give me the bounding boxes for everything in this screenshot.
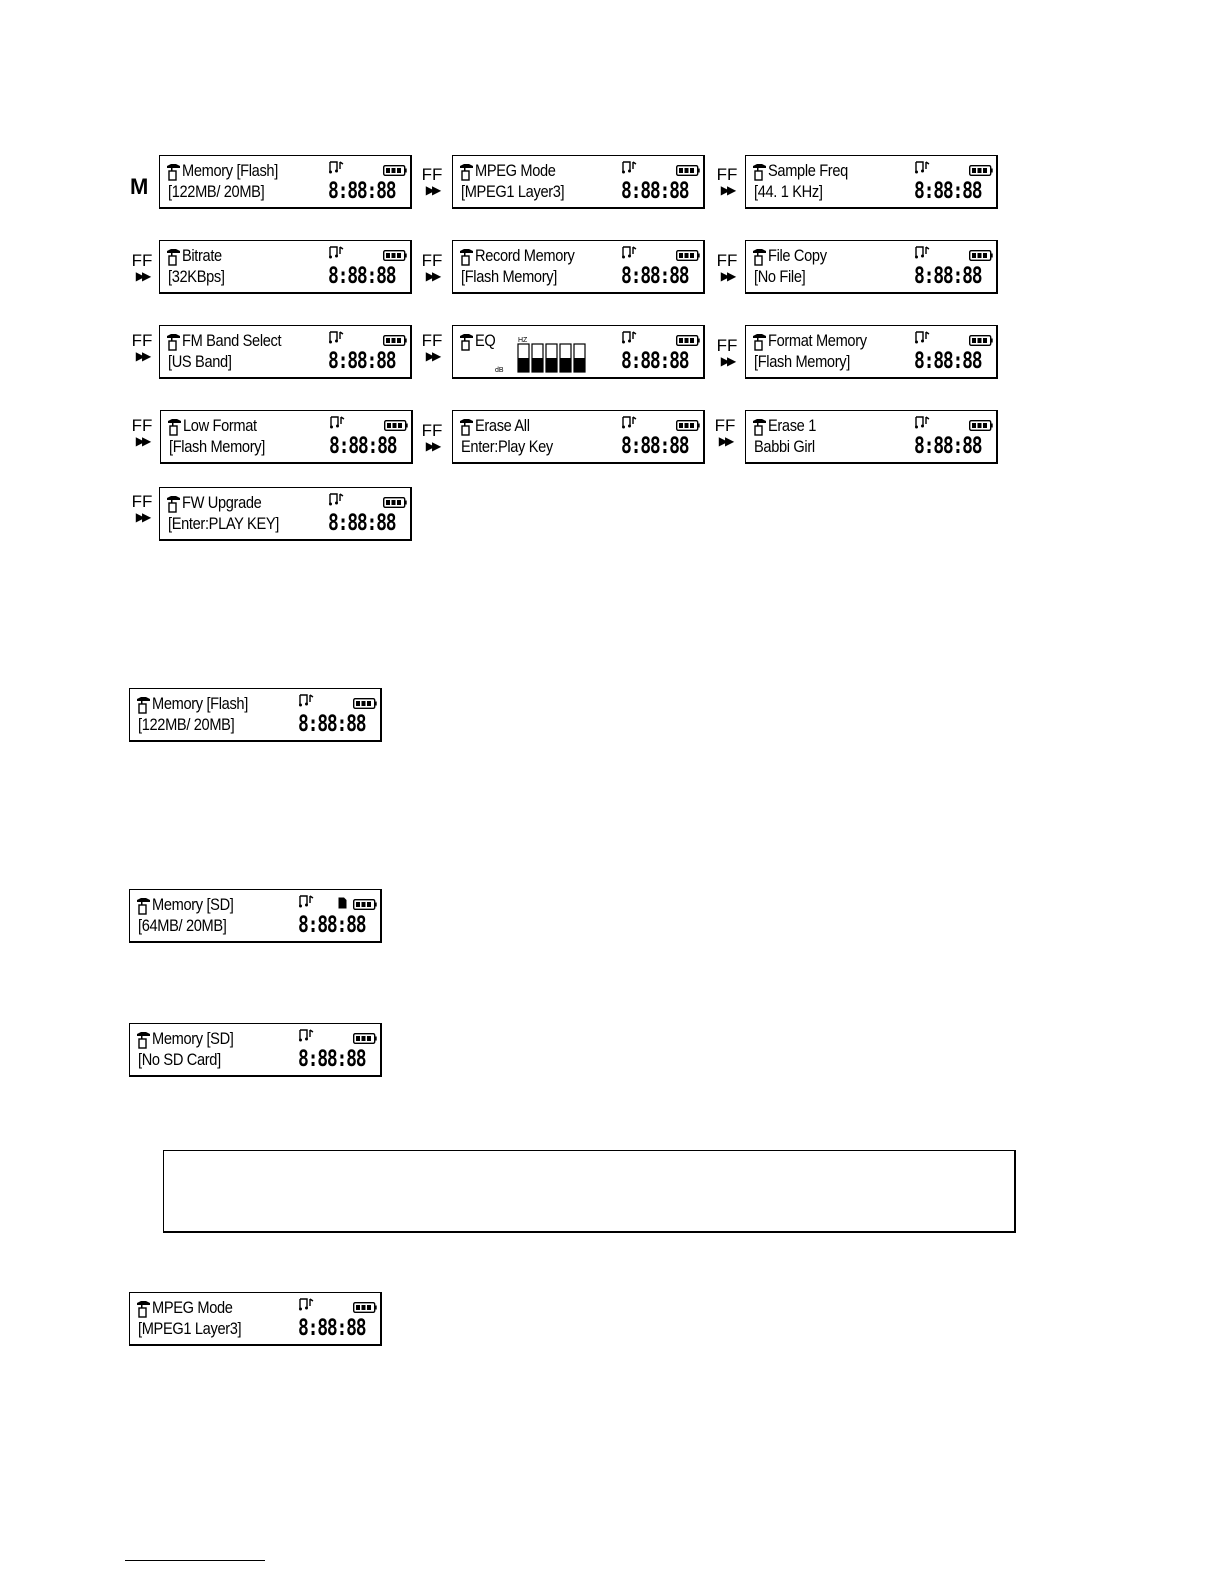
time-display: 8:88:88 — [298, 913, 366, 938]
lcd-screen — [159, 325, 412, 379]
ff-marker: FF ▶▶ — [131, 251, 153, 283]
screen-value: [US Band] — [168, 352, 232, 371]
screen-title: MPEG Mode — [152, 1298, 233, 1317]
lcd-screen — [745, 410, 998, 464]
battery-icon — [353, 696, 377, 707]
battery-icon — [353, 897, 377, 908]
record-mode-icon — [136, 1031, 151, 1049]
screen-title: Record Memory — [475, 246, 575, 265]
ff-marker: FF ▶▶ — [421, 421, 443, 453]
record-mode-icon — [136, 897, 151, 915]
lcd-screen — [160, 410, 413, 464]
screen-value: [Enter:PLAY KEY] — [168, 514, 279, 533]
screen-title: Sample Freq — [768, 161, 848, 180]
battery-icon — [969, 248, 993, 259]
screen-title: Erase 1 — [768, 416, 816, 435]
lcd-screen — [129, 688, 382, 742]
lcd-screen — [159, 240, 412, 294]
screen-value: [Flash Memory] — [754, 352, 850, 371]
screen-value: Enter:Play Key — [461, 437, 553, 456]
screen-value: [64MB/ 20MB] — [138, 916, 227, 935]
time-display: 8:88:88 — [328, 264, 396, 289]
lcd-screen — [745, 155, 998, 209]
screen-title: Bitrate — [182, 246, 222, 265]
battery-icon — [383, 248, 407, 259]
time-display: 8:88:88 — [914, 349, 982, 374]
time-display: 8:88:88 — [298, 712, 366, 737]
screen-value: [No File] — [754, 267, 806, 286]
music-note-icon — [298, 894, 314, 910]
screen-title: Memory [SD] — [152, 895, 234, 914]
battery-icon — [676, 333, 700, 344]
screen-value: [Flash Memory] — [461, 267, 557, 286]
time-display: 8:88:88 — [298, 1316, 366, 1341]
lcd-screen — [159, 155, 412, 209]
screen-value: [Flash Memory] — [169, 437, 265, 456]
sd-card-icon — [338, 896, 347, 908]
time-display: 8:88:88 — [298, 1047, 366, 1072]
time-display: 8:88:88 — [914, 434, 982, 459]
eq-band-level — [546, 358, 557, 372]
time-display: 8:88:88 — [914, 264, 982, 289]
screen-title: FW Upgrade — [182, 493, 262, 512]
screen-title: File Copy — [768, 246, 827, 265]
lcd-screen — [129, 1023, 382, 1077]
battery-icon — [383, 333, 407, 344]
record-mode-icon — [136, 696, 151, 714]
battery-icon — [383, 163, 407, 174]
music-note-icon — [914, 415, 930, 431]
time-display: 8:88:88 — [621, 349, 689, 374]
screen-title: FM Band Select — [182, 331, 282, 350]
screen-title: Format Memory — [768, 331, 867, 350]
battery-icon — [969, 333, 993, 344]
screen-title: Low Format — [183, 416, 257, 435]
ff-marker: FF ▶▶ — [716, 336, 738, 368]
record-mode-icon — [166, 333, 181, 351]
screen-value: [MPEG1 Layer3] — [138, 1319, 242, 1338]
time-display: 8:88:88 — [328, 511, 396, 536]
battery-icon — [383, 495, 407, 506]
music-note-icon — [329, 415, 345, 431]
screen-value: [122MB/ 20MB] — [168, 182, 265, 201]
record-mode-icon — [752, 418, 767, 436]
eq-band-level — [518, 358, 529, 372]
record-mode-icon — [459, 248, 474, 266]
lcd-screen — [452, 240, 705, 294]
screen-value: [122MB/ 20MB] — [138, 715, 235, 734]
ff-marker: FF ▶▶ — [716, 165, 738, 197]
lcd-screen — [159, 487, 412, 541]
time-display: 8:88:88 — [621, 434, 689, 459]
record-mode-icon — [752, 333, 767, 351]
screen-title: Memory [Flash] — [182, 161, 278, 180]
screen-value: [44. 1 KHz] — [754, 182, 823, 201]
music-note-icon — [328, 245, 344, 261]
lcd-screen — [452, 155, 705, 209]
time-display: 8:88:88 — [621, 264, 689, 289]
record-mode-icon — [459, 333, 474, 351]
eq-band-level — [574, 358, 585, 372]
ff-marker: FF ▶▶ — [131, 416, 153, 448]
music-note-icon — [621, 160, 637, 176]
eq-hz-label: HZ — [518, 337, 528, 344]
music-note-icon — [621, 245, 637, 261]
record-mode-icon — [752, 163, 767, 181]
battery-icon — [676, 418, 700, 429]
screen-title: EQ — [475, 331, 496, 350]
ff-marker: FF ▶▶ — [421, 331, 443, 363]
record-mode-icon — [166, 248, 181, 266]
ff-marker: FF ▶▶ — [716, 251, 738, 283]
screen-value: [32KBps] — [168, 267, 225, 286]
screen-title: Erase All — [475, 416, 530, 435]
time-display: 8:88:88 — [914, 179, 982, 204]
note-box — [163, 1150, 1016, 1233]
ff-marker: FF ▶▶ — [131, 492, 153, 524]
battery-icon — [969, 163, 993, 174]
battery-icon — [353, 1300, 377, 1311]
record-mode-icon — [166, 163, 181, 181]
record-mode-icon — [752, 248, 767, 266]
battery-icon — [676, 163, 700, 174]
lcd-screen — [129, 1292, 382, 1346]
music-note-icon — [621, 415, 637, 431]
screen-title: MPEG Mode — [475, 161, 556, 180]
lcd-screen — [452, 325, 705, 379]
menu-start-label: M — [130, 174, 149, 199]
lcd-screen — [452, 410, 705, 464]
screen-title: Memory [Flash] — [152, 694, 248, 713]
music-note-icon — [328, 330, 344, 346]
music-note-icon — [328, 492, 344, 508]
time-display: 8:88:88 — [621, 179, 689, 204]
music-note-icon — [914, 245, 930, 261]
record-mode-icon — [136, 1300, 151, 1318]
screen-value: Babbi Girl — [754, 437, 815, 456]
eq-db-label: dB — [495, 367, 504, 374]
eq-band-level — [560, 358, 571, 372]
music-note-icon — [298, 1028, 314, 1044]
footer-rule — [125, 1560, 265, 1561]
screen-value: [MPEG1 Layer3] — [461, 182, 565, 201]
ff-marker: FF ▶▶ — [421, 165, 443, 197]
time-display: 8:88:88 — [328, 179, 396, 204]
battery-icon — [676, 248, 700, 259]
time-display: 8:88:88 — [328, 349, 396, 374]
screen-title: Memory [SD] — [152, 1029, 234, 1048]
music-note-icon — [298, 693, 314, 709]
time-display: 8:88:88 — [329, 434, 397, 459]
battery-icon — [969, 418, 993, 429]
lcd-screen — [129, 889, 382, 943]
eq-bars — [495, 336, 593, 374]
battery-icon — [384, 418, 408, 429]
record-mode-icon — [167, 418, 182, 436]
ff-marker: FF ▶▶ — [714, 416, 736, 448]
record-mode-icon — [166, 495, 181, 513]
battery-icon — [353, 1031, 377, 1042]
record-mode-icon — [459, 163, 474, 181]
record-mode-icon — [459, 418, 474, 436]
lcd-screen — [745, 325, 998, 379]
music-note-icon — [298, 1297, 314, 1313]
ff-marker: FF ▶▶ — [131, 331, 153, 363]
music-note-icon — [914, 160, 930, 176]
music-note-icon — [914, 330, 930, 346]
screen-value: [No SD Card] — [138, 1050, 221, 1069]
ff-marker: FF ▶▶ — [421, 251, 443, 283]
music-note-icon — [621, 330, 637, 346]
eq-band-level — [532, 358, 543, 372]
music-note-icon — [328, 160, 344, 176]
lcd-screen — [745, 240, 998, 294]
